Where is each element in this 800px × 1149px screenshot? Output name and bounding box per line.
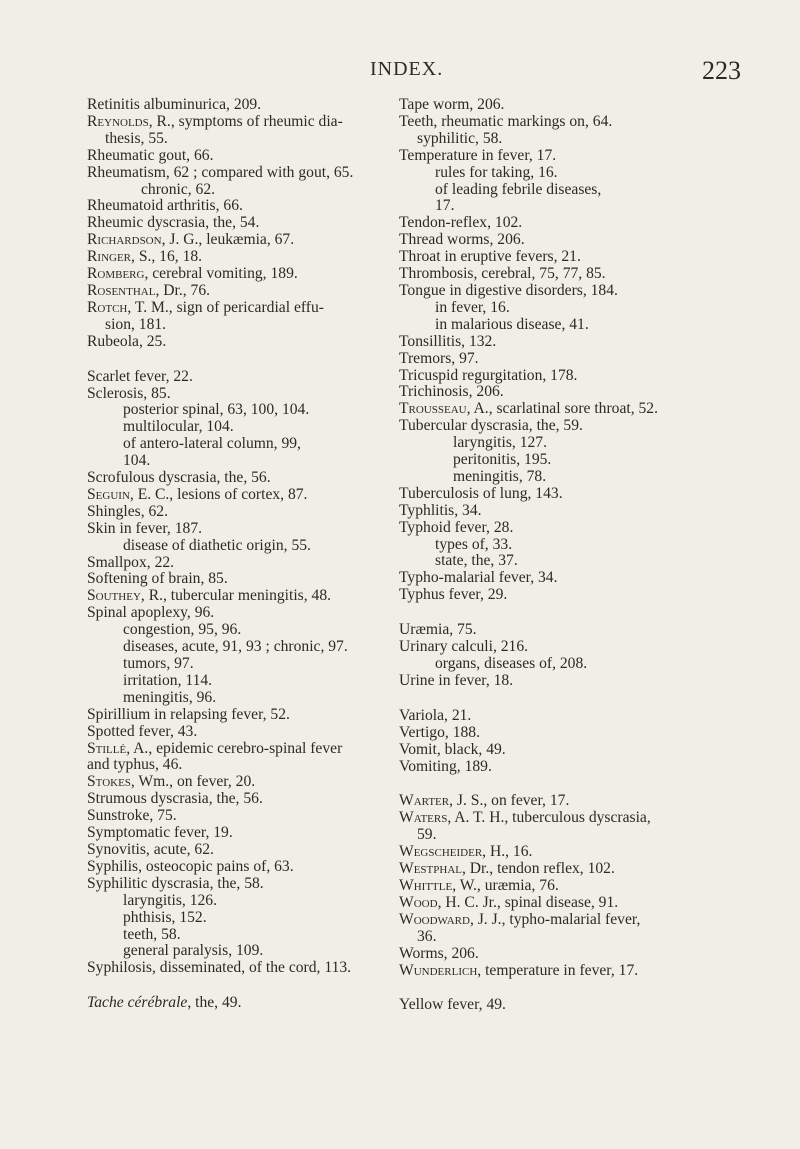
index-subentry	[87, 893, 405, 910]
index-subentry	[399, 827, 739, 844]
entry-text: , Wm., on fever, 20.	[130, 773, 256, 791]
entry-text: , E. C., lesions of cortex, 87.	[129, 485, 308, 503]
entry-text: Throat in eruptive fevers, 21.	[399, 248, 581, 266]
entry-text: and typhus, 46.	[87, 756, 183, 774]
index-entry	[399, 878, 739, 895]
entry-text: Rheumatic gout, 66.	[87, 146, 214, 164]
entry-text: peritonitis, 195.	[453, 451, 552, 469]
entry-text: Teeth, rheumatic markings on, 64.	[399, 112, 613, 130]
index-entry	[87, 198, 405, 215]
entry-text: 104.	[123, 452, 151, 470]
entry-text: , Dr., 76.	[155, 281, 211, 299]
entry-text: , R., symptoms of rheumic dia-	[148, 112, 343, 130]
entry-text: Smallpox, 22.	[87, 553, 175, 571]
entry-text: Tubercular dyscrasia, the, 59.	[399, 417, 583, 435]
entry-text: in fever, 16.	[435, 298, 510, 316]
author-name: Rosenthal	[87, 281, 156, 299]
page-number: 223	[702, 56, 741, 85]
section-gap	[399, 775, 739, 793]
entry-text: , T. M., sign of pericardial effu-	[127, 298, 324, 316]
italic-term: Tache cérébrale	[87, 994, 188, 1012]
entry-text: in malarious disease, 41.	[435, 315, 589, 333]
entry-text: Tremors, 97.	[399, 349, 479, 367]
entry-text: , J. G., leukæmia, 67.	[161, 231, 295, 249]
index-entry	[399, 266, 739, 283]
index-entry	[87, 386, 405, 403]
index-entry	[87, 757, 405, 774]
index-subentry	[87, 317, 405, 334]
index-subentry	[87, 419, 405, 436]
index-subentry	[399, 165, 739, 182]
index-entry	[87, 555, 405, 572]
index-entry	[87, 808, 405, 825]
entry-text: Sclerosis, 85.	[87, 384, 171, 402]
entry-text: 36.	[417, 927, 437, 945]
page-header	[0, 58, 800, 84]
page-title: INDEX.	[370, 58, 444, 80]
index-subentry	[87, 402, 405, 419]
entry-text: , A. T. H., tuberculous dyscrasia,	[447, 809, 651, 827]
index-entry	[399, 639, 739, 656]
index-entry	[87, 369, 405, 386]
index-entry	[87, 215, 405, 232]
index-entry	[399, 963, 739, 980]
index-entry	[399, 708, 739, 725]
index-entry	[87, 791, 405, 808]
index-subentry	[399, 452, 739, 469]
author-name: Richardson	[87, 231, 162, 249]
index-subentry	[399, 317, 739, 334]
index-entry	[87, 724, 405, 741]
entry-text: Urine in fever, 18.	[399, 671, 514, 689]
entry-text: Tendon-reflex, 102.	[399, 214, 523, 232]
entry-text: Scarlet fever, 22.	[87, 367, 193, 385]
index-entry	[87, 588, 405, 605]
entry-text: Tricuspid regurgitation, 178.	[399, 366, 578, 384]
entry-text: Syphilis, osteocopic pains of, 63.	[87, 857, 294, 875]
index-entry	[87, 741, 405, 758]
index-entry	[87, 470, 405, 487]
entry-text: , the, 49.	[187, 994, 242, 1012]
entry-text: Tongue in digestive disorders, 184.	[399, 281, 618, 299]
index-entry	[87, 487, 405, 504]
entry-text: , H., 16.	[482, 843, 533, 861]
index-entry	[399, 148, 739, 165]
index-entry	[87, 114, 405, 131]
index-column-right	[399, 97, 739, 1014]
entry-text: laryngitis, 126.	[123, 891, 217, 909]
index-entry	[399, 368, 739, 385]
index-entry	[399, 486, 739, 503]
entry-text: Uræmia, 75.	[399, 621, 477, 639]
entry-text: , J. J., typho-malarial fever,	[469, 910, 641, 928]
entry-text: Syphilitic dyscrasia, the, 58.	[87, 874, 264, 892]
entry-text: Typhoid fever, 28.	[399, 518, 514, 536]
entry-text: chronic, 62.	[141, 180, 216, 198]
index-entry	[399, 759, 739, 776]
entry-text: Rheumatism, 62 ; compared with gout, 65.	[87, 163, 354, 181]
entry-text: congestion, 95, 96.	[123, 621, 242, 639]
entry-text: organs, diseases of, 208.	[435, 655, 588, 672]
author-name: Whittle	[399, 876, 453, 894]
index-subentry	[87, 927, 405, 944]
author-name: Rotch	[87, 298, 128, 316]
index-entry	[399, 401, 739, 418]
index-entry	[87, 148, 405, 165]
index-entry	[87, 266, 405, 283]
index-subentry	[399, 469, 739, 486]
index-subentry	[87, 131, 405, 148]
index-subentry	[87, 943, 405, 960]
section-gap	[399, 979, 739, 997]
entry-text: , R., tubercular meningitis, 48.	[140, 587, 332, 605]
entry-text: , A., scarlatinal sore throat, 52.	[466, 400, 658, 418]
index-subentry	[399, 537, 739, 554]
entry-text: Worms, 206.	[399, 944, 479, 962]
index-entry	[399, 570, 739, 587]
index-entry	[399, 725, 739, 742]
index-subentry	[87, 622, 405, 639]
entry-text: meningitis, 96.	[123, 688, 217, 706]
index-subentry	[399, 553, 739, 570]
index-subentry	[87, 453, 405, 470]
entry-text: Rheumatoid arthritis, 66.	[87, 197, 243, 215]
entry-text: , Dr., tendon reflex, 102.	[462, 860, 615, 878]
index-entry	[87, 825, 405, 842]
index-entry	[399, 283, 739, 300]
entry-text: phthisis, 152.	[123, 908, 207, 926]
index-entry	[87, 97, 405, 114]
section-gap	[87, 351, 405, 369]
author-name: Wood	[399, 893, 438, 911]
index-subentry	[87, 910, 405, 927]
entry-text: Strumous dyscrasia, the, 56.	[87, 790, 263, 808]
entry-text: Spotted fever, 43.	[87, 722, 198, 740]
index-subentry	[399, 300, 739, 317]
index-entry	[87, 334, 405, 351]
index-entry	[399, 912, 739, 929]
index-entry	[399, 895, 739, 912]
index-entry	[399, 742, 739, 759]
entry-text: Tape worm, 206.	[399, 96, 505, 113]
entry-text: types of, 33.	[435, 535, 513, 553]
author-name: Ringer	[87, 248, 132, 266]
index-subentry	[87, 639, 405, 656]
entry-text: Tonsillitis, 132.	[399, 332, 497, 350]
entry-text: of leading febrile diseases,	[435, 180, 602, 198]
index-entry	[399, 249, 739, 266]
index-entry	[399, 793, 739, 810]
index-entry	[87, 605, 405, 622]
entry-text: teeth, 58.	[123, 925, 181, 943]
index-entry	[87, 249, 405, 266]
entry-text: Temperature in fever, 17.	[399, 146, 557, 164]
index-entry	[399, 810, 739, 827]
entry-text: Symptomatic fever, 19.	[87, 824, 233, 842]
index-entry	[399, 673, 739, 690]
index-subentry	[87, 673, 405, 690]
entry-text: Vomit, black, 49.	[399, 740, 506, 758]
entry-text: Yellow fever, 49.	[399, 996, 506, 1014]
entry-text: Trichinosis, 206.	[399, 383, 504, 401]
index-entry	[87, 842, 405, 859]
entry-text: syphilitic, 58.	[417, 129, 503, 147]
entry-text: Scrofulous dyscrasia, the, 56.	[87, 469, 271, 487]
entry-text: Rubeola, 25.	[87, 332, 167, 350]
entry-text: general paralysis, 109.	[123, 942, 264, 960]
index-subentry	[399, 198, 739, 215]
entry-text: Vertigo, 188.	[399, 723, 480, 741]
entry-text: Rheumic dyscrasia, the, 54.	[87, 214, 260, 232]
index-entry	[87, 504, 405, 521]
entry-text: Softening of brain, 85.	[87, 570, 228, 588]
entry-text: Thrombosis, cerebral, 75, 77, 85.	[399, 265, 606, 283]
entry-text: laryngitis, 127.	[453, 434, 547, 452]
index-entry	[399, 520, 739, 537]
index-entry	[399, 334, 739, 351]
entry-text: , temperature in fever, 17.	[477, 961, 639, 979]
entry-text: 17.	[435, 197, 455, 215]
index-entry	[399, 97, 739, 114]
index-entry	[399, 946, 739, 963]
index-column-left	[87, 97, 405, 1012]
entry-text: Typho-malarial fever, 34.	[399, 569, 558, 587]
index-entry	[399, 844, 739, 861]
entry-text: sion, 181.	[105, 315, 167, 333]
index-subentry	[87, 538, 405, 555]
index-subentry	[87, 182, 405, 199]
entry-text: tumors, 97.	[123, 655, 194, 672]
index-subentry	[87, 436, 405, 453]
entry-text: disease of diathetic origin, 55.	[123, 536, 311, 554]
index-entry	[399, 997, 739, 1014]
index-entry	[87, 995, 405, 1012]
index-entry	[87, 876, 405, 893]
entry-text: Urinary calculi, 216.	[399, 638, 529, 656]
index-entry	[399, 232, 739, 249]
author-name: Waters	[399, 809, 448, 827]
index-subentry	[399, 182, 739, 199]
entry-text: 59.	[417, 826, 437, 844]
author-name: Warter	[399, 792, 450, 810]
section-gap	[399, 690, 739, 708]
entry-text: Typhus fever, 29.	[399, 586, 508, 604]
author-name: Westphal	[399, 860, 462, 878]
index-entry	[399, 114, 739, 131]
index-entry	[87, 521, 405, 538]
index-subentry	[87, 690, 405, 707]
entry-text: of antero-lateral column, 99,	[123, 435, 301, 453]
author-name: Seguin	[87, 485, 130, 503]
entry-text: thesis, 55.	[105, 129, 168, 147]
index-subentry	[399, 656, 739, 673]
author-name: Southey	[87, 587, 141, 605]
author-name: Wunderlich	[399, 961, 478, 979]
index-subentry	[87, 656, 405, 673]
index-entry	[87, 774, 405, 791]
index-entry	[399, 622, 739, 639]
entry-text: state, the, 37.	[435, 552, 518, 570]
index-entry	[87, 165, 405, 182]
entry-text: meningitis, 78.	[453, 467, 547, 485]
entry-text: Tuberculosis of lung, 143.	[399, 484, 563, 502]
section-gap	[399, 604, 739, 622]
index-entry	[87, 707, 405, 724]
entry-text: , H. C. Jr., spinal disease, 91.	[437, 893, 619, 911]
author-name: Reynolds	[87, 112, 149, 130]
section-gap	[87, 977, 405, 995]
entry-text: Skin in fever, 187.	[87, 519, 203, 537]
author-name: Stokes	[87, 773, 131, 791]
entry-text: , W., uræmia, 76.	[452, 876, 559, 894]
entry-text: Sunstroke, 75.	[87, 807, 177, 825]
index-entry	[399, 215, 739, 232]
index-entry	[87, 960, 405, 977]
entry-text: multilocular, 104.	[123, 418, 234, 436]
entry-text: diseases, acute, 91, 93 ; chronic, 97.	[123, 638, 348, 656]
entry-text: , J. S., on fever, 17.	[449, 792, 570, 810]
author-name: Trousseau	[399, 400, 467, 418]
index-entry	[87, 232, 405, 249]
entry-text: rules for taking, 16.	[435, 163, 558, 181]
author-name: Woodward	[399, 910, 470, 928]
index-subentry	[399, 929, 739, 946]
entry-text: irritation, 114.	[123, 671, 213, 689]
author-name: Wegscheider	[399, 843, 483, 861]
entry-text: , A., epidemic cerebro-spinal fever	[126, 739, 343, 757]
index-entry	[399, 861, 739, 878]
entry-text: Variola, 21.	[399, 706, 472, 724]
index-entry	[87, 859, 405, 876]
entry-text: Syphilosis, disseminated, of the cord, 113.	[87, 959, 352, 977]
entry-text: posterior spinal, 63, 100, 104.	[123, 401, 310, 419]
author-name: Stillé	[87, 739, 127, 757]
index-subentry	[399, 435, 739, 452]
entry-text: Shingles, 62.	[87, 502, 169, 520]
entry-text: Vomiting, 189.	[399, 757, 492, 775]
entry-text: Retinitis albuminurica, 209.	[87, 96, 262, 113]
index-entry	[87, 571, 405, 588]
entry-text: , cerebral vomiting, 189.	[144, 265, 298, 283]
entry-text: Typhlitis, 34.	[399, 501, 482, 519]
index-entry	[87, 283, 405, 300]
index-entry	[399, 503, 739, 520]
index-entry	[399, 587, 739, 604]
entry-text: Synovitis, acute, 62.	[87, 840, 214, 858]
index-entry	[87, 300, 405, 317]
entry-text: Spirillium in relapsing fever, 52.	[87, 705, 290, 723]
index-subentry	[399, 131, 739, 148]
index-entry	[399, 418, 739, 435]
index-entry	[399, 351, 739, 368]
index-entry	[399, 384, 739, 401]
entry-text: , S., 16, 18.	[131, 248, 203, 266]
author-name: Romberg	[87, 265, 145, 283]
entry-text: Spinal apoplexy, 96.	[87, 604, 215, 622]
entry-text: Thread worms, 206.	[399, 231, 525, 249]
